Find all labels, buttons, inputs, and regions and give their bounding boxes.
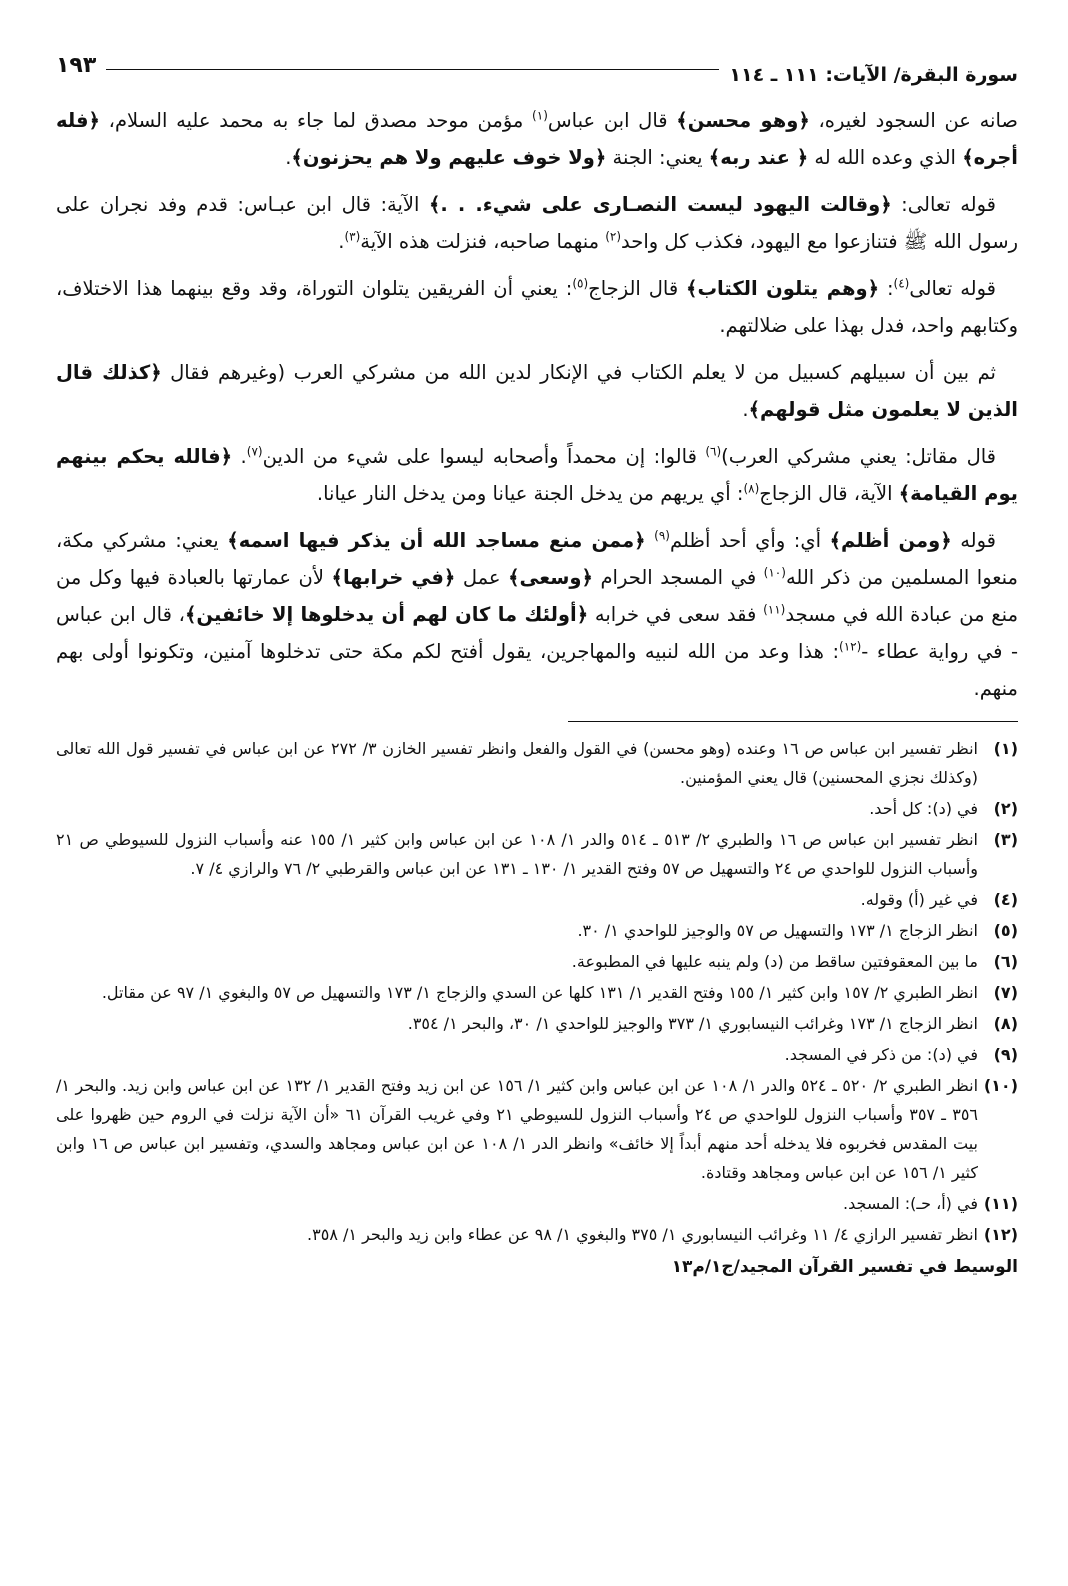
- footnote-ref: (٩): [654, 528, 670, 543]
- paragraph-4: ثم بين أن سبيلهم كسبيل من لا يعلم الكتاب في الإنكار لدين الله من مشركي العرب (وغيرهم فقال ﴿كذلك قال الذين لا يعلمون مثل قولهم﴾.: [56, 361, 1018, 421]
- paragraph-5: قال مقاتل: يعني مشركي العرب)$^{(٦)}$ قالوا: إن محمداً وأصحابه ليسوا على شيء من الدين$^{(٧)}$. ﴿فالله يحكم بينهم يوم القيامة﴾ الآية، قال الزجاج$^{(٨)}$: أي يريهم من يدخل الجنة عيانا ومن يدخل النار عيانا.: [56, 444, 1018, 505]
- footnote-text: في غير (أ) وقوله.: [860, 890, 978, 909]
- footnote-number: (٧): [993, 983, 1018, 1002]
- header-rule: [106, 69, 719, 70]
- footnote-ref: (١): [532, 108, 548, 123]
- surah-title: سورة البقرة/ الآيات: ١١١ ـ ١١٤: [729, 64, 1018, 86]
- quran-quote: ﴿كذلك قال الذين لا يعلمون مثل قولهم﴾: [56, 361, 1018, 421]
- main-text: [56, 102, 1018, 707]
- quran-quote: ﴿أولئك ما كان لهم أن يدخلوها إلا خائفين﴾: [184, 603, 589, 626]
- footnote-item: [56, 825, 1018, 883]
- footnote-number: (٤): [993, 890, 1018, 909]
- footnote-text: انظر تفسير الرازي ٤/ ١١ وغرائب النيسابوري ١/ ٣٧٥ والبغوي ١/ ٩٨ عن عطاء وابن زيد والبحر ١/ ٣٥٨.: [307, 1225, 978, 1244]
- quran-quote: ﴿وهم يتلون الكتاب﴾: [686, 277, 880, 300]
- footnote-number: (١٠): [983, 1076, 1018, 1095]
- footnote-item: [56, 916, 1018, 945]
- quran-quote: ﴿وهو محسن﴾: [676, 109, 810, 132]
- footnote-number: (٢): [993, 799, 1018, 818]
- footnote-item: [56, 1009, 1018, 1038]
- footnote-ref: (١٠): [763, 565, 786, 580]
- running-header: [56, 52, 1018, 92]
- footnote-ref: (٦): [705, 444, 722, 459]
- quran-quote: ﴿ولا خوف عليهم ولا هم يحزنون﴾: [291, 146, 607, 169]
- footnote-ref: (٨): [743, 481, 760, 496]
- footnote-item: [56, 947, 1018, 976]
- footnote-text: في (أ، حـ): المسجد.: [843, 1194, 978, 1213]
- footnote-number: (٩): [993, 1045, 1018, 1064]
- quran-quote: ﴿ عند ربه﴾: [708, 146, 809, 169]
- page-number: ١٩٣: [56, 52, 97, 78]
- quran-quote: ﴿وسعى﴾: [508, 566, 593, 589]
- footnote-number: (١٢): [983, 1225, 1018, 1244]
- footnote-number: (١): [993, 739, 1018, 758]
- footnote-text: انظر تفسير ابن عباس ص ١٦ وعنده (وهو محسن) في القول والفعل وانظر تفسير الخازن ٣/ ٢٧٢ عن ابن عباس في تفسير قول الله تعالى (وكذلك نجزي المحسنين) قال يعني المؤمنين.: [56, 739, 978, 787]
- footnote-item: [56, 885, 1018, 914]
- footnote-ref: (١١): [763, 602, 786, 617]
- footnote-separator: [568, 721, 1018, 722]
- footnote-item: [56, 1040, 1018, 1069]
- footnote-number: (٦): [993, 952, 1018, 971]
- footnote-text: في (د): كل أحد.: [869, 799, 978, 818]
- paragraph-2: قوله تعالى: ﴿وقالت اليهود ليست النصـارى على شيء. . .﴾ الآية: قال ابن عبـاس: قدم وفد نجران على رسول الله ﷺ فتنازعوا مع اليهود، فكذب كل واحد$^{(٢)}$ منهما صاحبه، فنزلت هذه الآية$^{(٣)}$.: [56, 193, 1018, 253]
- footnote-ref: (٧): [246, 444, 263, 459]
- footnote-text: في (د): من ذكر في المسجد.: [784, 1045, 978, 1064]
- footnote-ref: (١٢): [839, 639, 862, 654]
- paragraph-1: صانه عن السجود لغيره، ﴿وهو محسن﴾ قال ابن عباس$^{(١)}$ مؤمن موحد مصدق لما جاء به محمد عليه السلام، ﴿فله أجره﴾ الذي وعده الله له ﴿ عند ربه﴾ يعني: الجنة ﴿ولا خوف عليهم ولا هم يحزنون﴾.: [56, 108, 1018, 169]
- quran-quote: ﴿ممن منع مساجد الله أن يذكر فيها اسمه﴾: [227, 529, 646, 552]
- footnote-item: [56, 1071, 1018, 1187]
- footnote-item: [56, 1189, 1018, 1218]
- footnote-ref: (٣): [344, 229, 361, 244]
- quran-quote: ﴿فالله يحكم بينهم يوم القيامة﴾: [56, 445, 1018, 505]
- footnotes-list: [56, 734, 1018, 1249]
- footnote-number: (١١): [983, 1194, 1018, 1213]
- footnote-item: [56, 978, 1018, 1007]
- footnote-text: انظر الطبري ٢/ ١٥٧ وابن كثير ١/ ١٥٥ وفتح القدير ١/ ١٣١ كلها عن السدي والزجاج ١/ ١٧٣ والتسهيل ص ٥٧ والبغوي ١/ ٩٧ عن مقاتل.: [101, 983, 978, 1002]
- footnote-number: (٥): [993, 921, 1018, 940]
- quran-quote: ﴿في خرابها﴾: [331, 566, 456, 589]
- footnote-ref: (٥): [572, 276, 589, 291]
- footnote-text: انظر الطبري ٢/ ٥٢٠ ـ ٥٢٤ والدر ١/ ١٠٨ عن ابن عباس وابن كثير ١/ ١٥٦ عن ابن زيد وفتح القدير ١/ ١٣٢ عن ابن عباس وابن زيد. والبحر ١/ ٣٥٦ ـ ٣٥٧ وأسباب النزول للواحدي ص ٢٤ وأسباب النزول للسيوطي ٢١ وفي غريب القرآن ٦١ «أن الآية نزلت في الروم حين ظهروا على بيت المقدس فخربوه فلا يدخله أحد منهم أبداً إلا خائف» وانظر الدر ١/ ١٠٨ عن ابن عباس ومجاهد والسدي، وتفسير ابن عباس ص ١٦ وابن كثير ١/ ١٥٦ عن ابن عباس ومجاهد وقتادة.: [56, 1076, 979, 1182]
- quran-quote: ﴿ومن أظلم﴾: [829, 529, 952, 552]
- footnote-item: [56, 734, 1018, 792]
- footnote-number: (٨): [993, 1014, 1018, 1033]
- paragraph-3: قوله تعالى$^{(٤)}$: ﴿وهم يتلون الكتاب﴾ قال الزجاج$^{(٥)}$: يعني أن الفريقين يتلوان التوراة، وقد وقع بينهما هذا الاختلاف، وكتابهم واحد، فدل بهذا على ضلالتهم.: [56, 276, 1018, 337]
- footnote-ref: (٢): [605, 229, 622, 244]
- paragraph-6: قوله ﴿ومن أظلم﴾ أي: وأي أحد أظلم$^{(٩)}$ ﴿ممن منع مساجد الله أن يذكر فيها اسمه﴾ يعني: مشركي مكة، منعوا المسلمين من ذكر الله$^{(١٠)}$ في المسجد الحرام ﴿وسعى﴾ عمل ﴿في خرابها﴾ لأن عمارتها بالعبادة فيها وكل من منع من عبادة الله في مسجد$^{(١١)}$ فقد سعى في خرابه ﴿أولئك ما كان لهم أن يدخلوها إلا خائفين﴾، قال ابن عباس - في رواية عطاء -$^{(١٢)}$: هذا وعد من الله لنبيه والمهاجرين، يقول أفتح لكم مكة حتى تدخلوها آمنين، وتكونوا أولى بهم منهم.: [56, 528, 1019, 700]
- quran-quote: ﴿وقالت اليهود ليست النصـارى على شيء. . .﴾: [428, 193, 892, 216]
- footnote-item: [56, 1220, 1018, 1249]
- quran-quote: ﴿فله أجره﴾: [56, 109, 1018, 169]
- footnote-text: انظر الزجاج ١/ ١٧٣ وغرائب النيسابوري ١/ ٣٧٣ والوجيز للواحدي ١/ ٣٠، والبحر ١/ ٣٥٤.: [407, 1014, 978, 1033]
- footnote-item: [56, 794, 1018, 823]
- footnote-text: انظر تفسير ابن عباس ص ١٦ والطبري ٢/ ٥١٣ ـ ٥١٤ والدر ١/ ١٠٨ عن ابن عباس وابن كثير ١/ ١٥٥ عنه وأسباب النزول للسيوطي ص ٢١ وأسباب النزول للواحدي ص ٢٤ والتسهيل ص ٥٧ وفتح القدير ١/ ١٣٠ ـ ١٣١ عن ابن عباس والقرطبي ٢/ ٧٦ والرازي ٤/ ٧.: [56, 830, 979, 878]
- footnote-text: انظر الزجاج ١/ ١٧٣ والتسهيل ص ٥٧ والوجيز للواحدي ١/ ٣٠.: [577, 921, 978, 940]
- page-signature: الوسيط في تفسير القرآن المجيد/ج١/م١٣: [671, 1257, 1018, 1277]
- book-page: [56, 52, 1019, 1558]
- footnote-text: ما بين المعقوفتين ساقط من (د) ولم ينبه عليها في المطبوعة.: [571, 952, 978, 971]
- footnote-number: (٣): [993, 830, 1018, 849]
- footnote-ref: (٤): [893, 276, 910, 291]
